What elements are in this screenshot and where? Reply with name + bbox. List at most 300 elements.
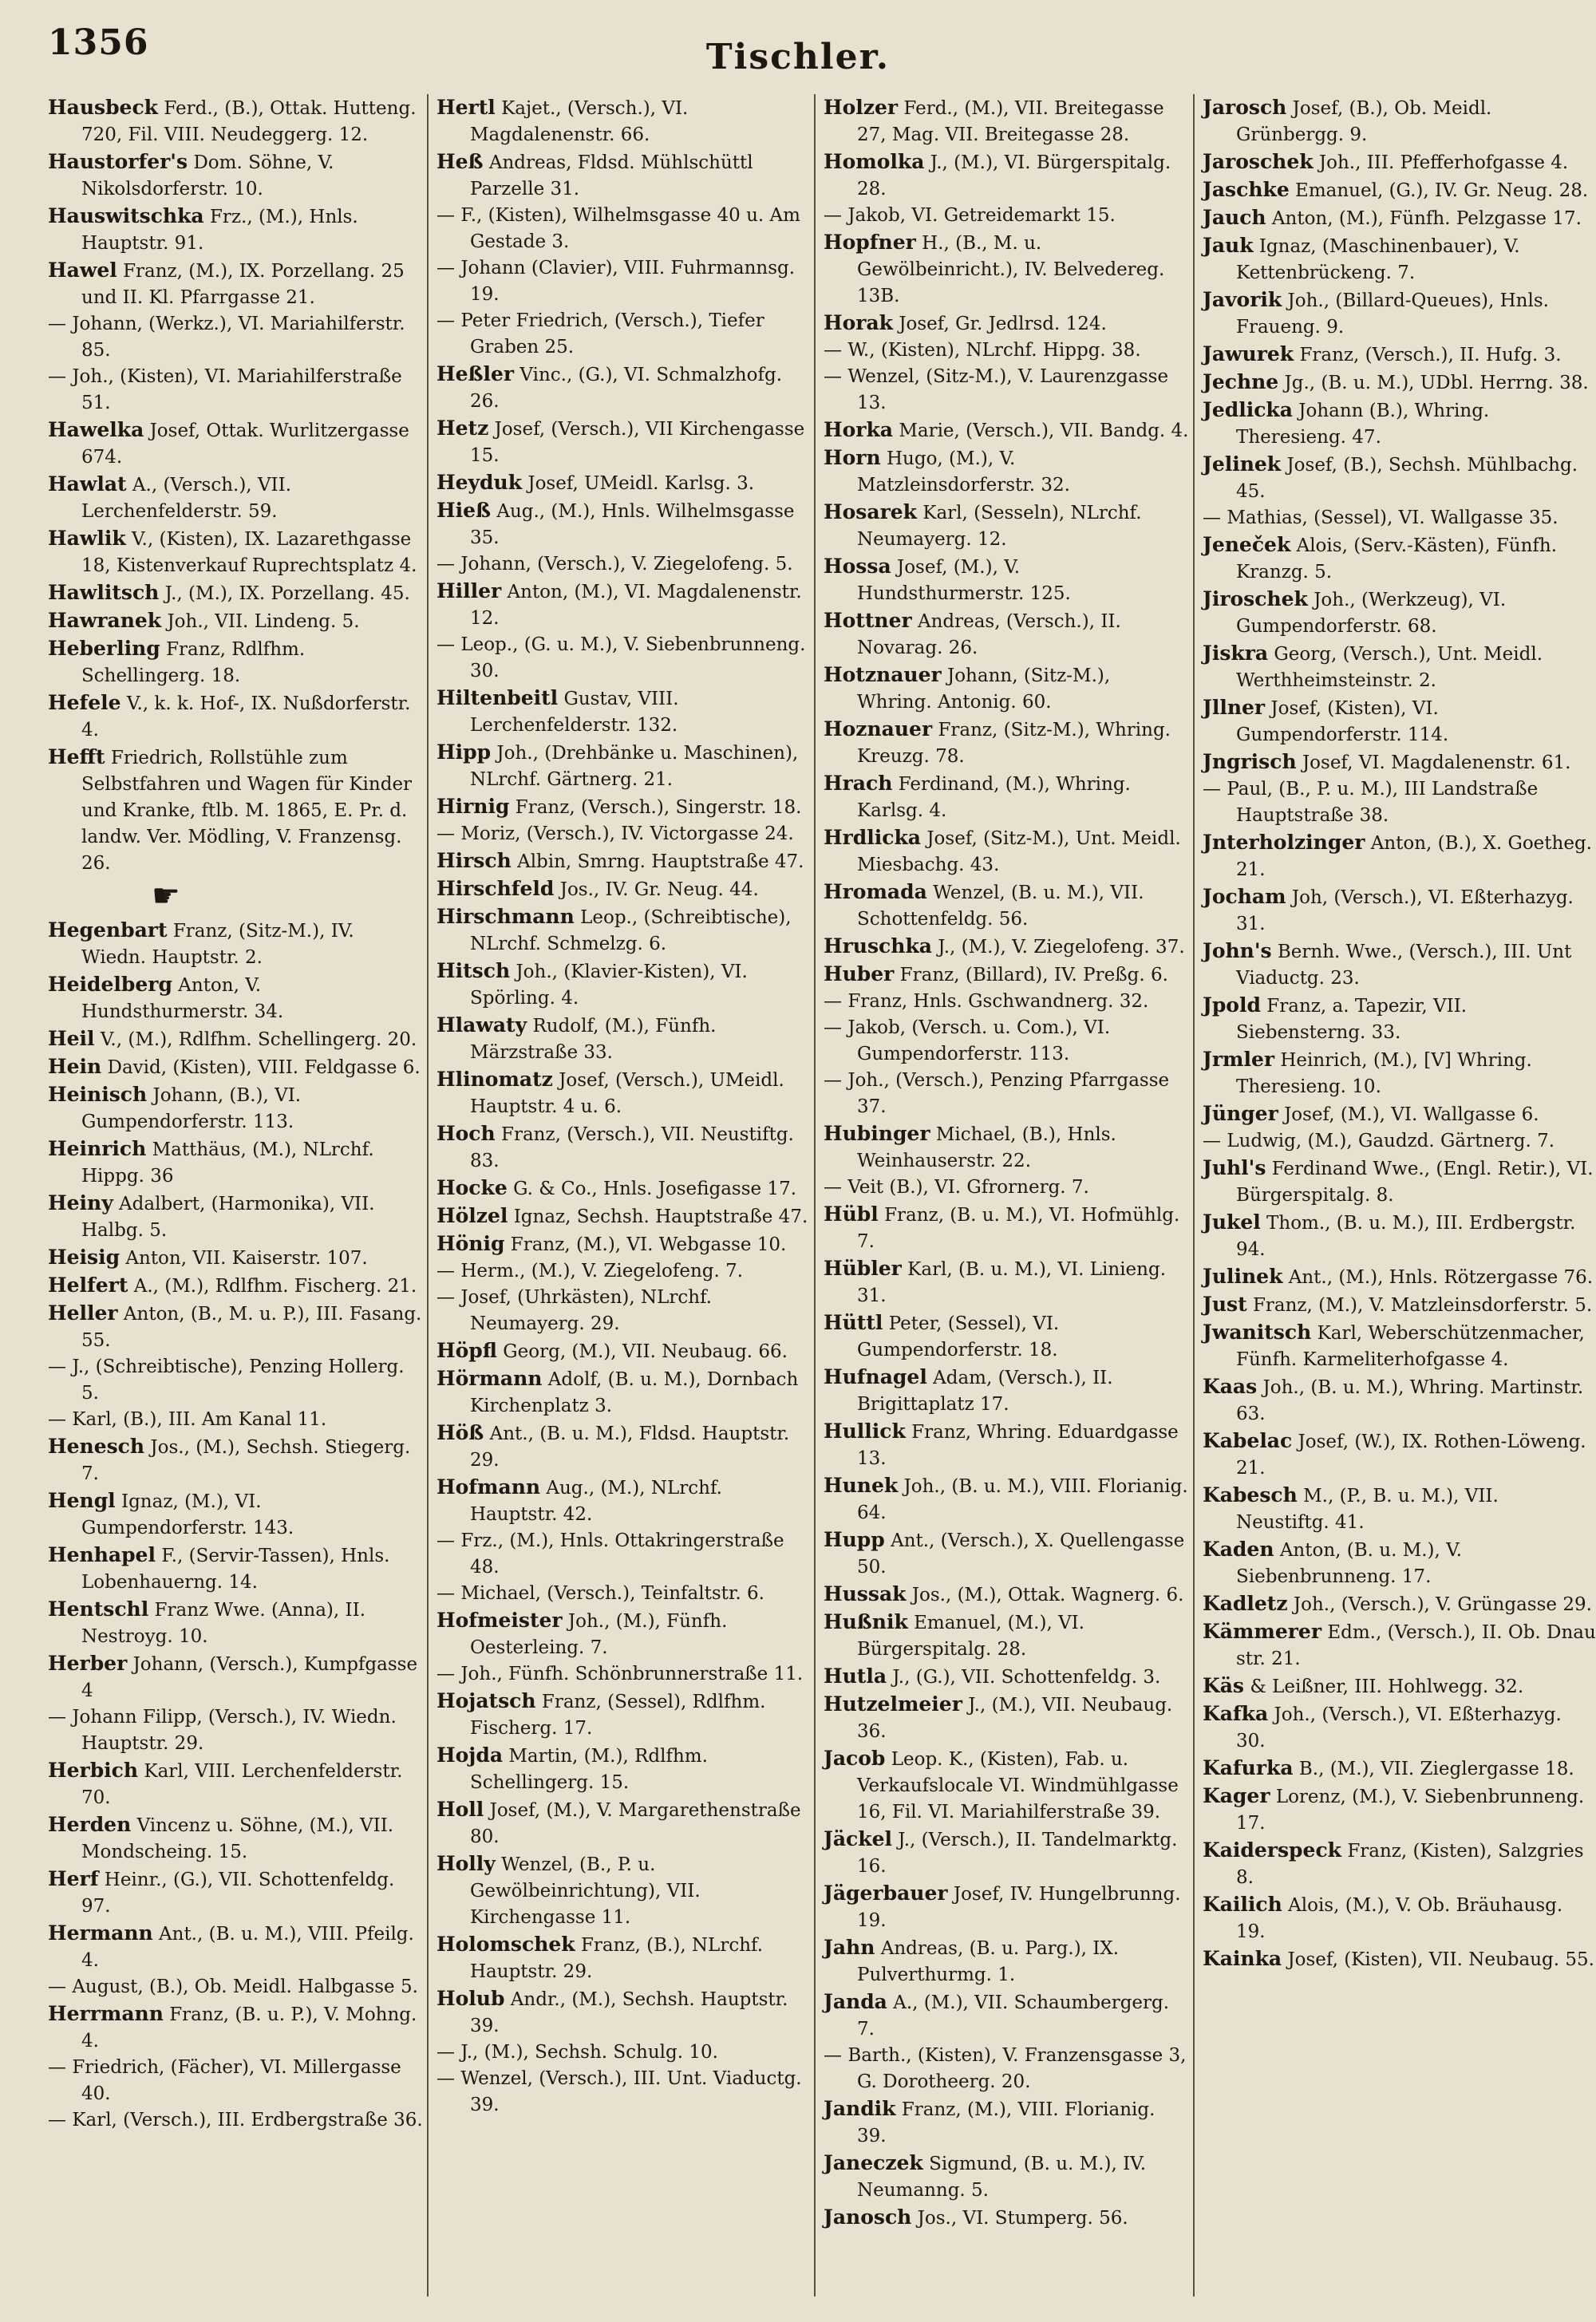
entry-details: G. & Co., Hnls. Josefigasse 17. — [513, 1179, 797, 1199]
directory-entry — [1203, 1428, 1596, 1482]
entry-name: Hottner — [824, 609, 912, 632]
directory-entry — [437, 1202, 810, 1230]
entry-details: Josef, (M.), VI. Wallgasse 6. — [1284, 1104, 1539, 1125]
directory-entry — [437, 685, 810, 739]
entry-details: Joh., (Versch.), Penzing Pfarrgasse 37. — [847, 1070, 1170, 1117]
entry-name: Hirsch — [437, 849, 512, 872]
directory-entry — [437, 958, 810, 1012]
page-number: 1356 — [48, 22, 149, 63]
directory-entry — [824, 1309, 1189, 1364]
directory-entry — [1203, 1590, 1596, 1618]
entry-details: Franz, (Versch.), II. Hufg. 3. — [1299, 345, 1562, 365]
entry-name: Janda — [824, 1990, 887, 2013]
directory-entry — [437, 1285, 810, 1337]
entry-name: Hörmann — [437, 1367, 543, 1390]
entry-name: Horn — [824, 446, 881, 469]
directory-entry — [437, 1230, 810, 1258]
entry-name: Jahn — [824, 1936, 875, 1959]
entry-name: Jandik — [824, 2097, 896, 2120]
entry-details: Ludwig, (M.), Gaudzd. Gärtnerg. 7. — [1227, 1131, 1555, 1151]
entry-details: A., (M.), VII. Schaumbergerg. 7. — [857, 1992, 1170, 2040]
entry-name: Jpold — [1203, 993, 1261, 1017]
directory-entry — [48, 635, 423, 689]
entry-name: Kadletz — [1203, 1592, 1288, 1615]
directory-entry — [824, 499, 1189, 553]
entry-details: Georg, (M.), VII. Neubaug. 66. — [503, 1341, 788, 1362]
directory-entry — [824, 2043, 1189, 2095]
directory-entry — [824, 417, 1189, 444]
entry-details: Sigmund, (B. u. M.), IV. Neumanng. 5. — [857, 2154, 1147, 2201]
directory-entry — [1203, 938, 1596, 992]
entry-details: Jos., VI. Stumperg. 56. — [917, 2208, 1128, 2229]
directory-entry — [437, 821, 810, 847]
entry-name: Jauch — [1203, 206, 1266, 229]
entry-details: F., (Kisten), Wilhelmsgasse 40 u. Am Gestade 3. — [460, 205, 800, 252]
directory-entry — [48, 148, 423, 203]
entry-name: — — [1203, 1131, 1221, 1151]
entry-details: Josef, (Uhrkästen), NLrchf. Neumayerg. 29. — [460, 1287, 713, 1334]
entry-name: Hein — [48, 1055, 102, 1078]
directory-entry — [824, 1120, 1189, 1175]
entry-details: Franz, (Sessel), Rdlfhm. Fischerg. 17. — [470, 1692, 766, 1739]
directory-entry — [48, 1596, 423, 1650]
entry-name: — — [437, 2042, 455, 2063]
entry-details: Anton, (M.), Fünfh. Pelzgasse 17. — [1271, 208, 1582, 229]
directory-entry — [48, 1407, 423, 1433]
directory-entry — [48, 1354, 423, 1407]
directory-entry — [824, 229, 1189, 310]
directory-entry — [48, 607, 423, 635]
entry-name: Hefele — [48, 691, 121, 714]
directory-entry — [824, 961, 1189, 989]
directory-entry — [48, 525, 423, 579]
directory-entry — [1203, 640, 1596, 694]
directory-entry — [48, 2000, 423, 2055]
directory-entry — [437, 1742, 810, 1796]
directory-entry — [437, 1012, 810, 1066]
directory-entry — [437, 1607, 810, 1661]
directory-entry — [437, 1850, 810, 1931]
directory-entry — [437, 739, 810, 793]
directory-entry — [48, 1757, 423, 1811]
entry-name: Juhl's — [1203, 1156, 1266, 1179]
page-title: Tischler. — [705, 37, 891, 77]
entry-name: Haustorfer's — [48, 150, 188, 173]
directory-entry — [1203, 1618, 1596, 1672]
entry-name: — — [824, 340, 842, 361]
entry-name: — — [437, 205, 455, 226]
entry-name: Huber — [824, 962, 895, 985]
directory-entry — [437, 875, 810, 903]
entry-details: J., (M.), V. Ziegelofeng. 37. — [938, 937, 1185, 958]
entry-details: M., (P., B. u. M.), VII. Neustiftg. 41. — [1236, 1486, 1499, 1533]
entry-name: Jnterholzinger — [1203, 831, 1365, 854]
entry-name: Jauk — [1203, 234, 1254, 257]
entry-details: Josef, Ottak. Wurlitzergasse 674. — [81, 421, 409, 468]
entry-details: Johann, (Werkz.), VI. Mariahilferstr. 85. — [72, 314, 405, 361]
entry-details: Joh., III. Pfefferhofgasse 4. — [1318, 152, 1569, 173]
entry-details: J., (M.), IX. Porzellang. 45. — [164, 583, 410, 604]
directory-entry — [48, 1974, 423, 2000]
directory-entry — [824, 553, 1189, 607]
directory-entry — [824, 1255, 1189, 1309]
directory-entry — [437, 1066, 810, 1120]
entry-details: Ignaz, (Maschinenbauer), V. Kettenbrückeng. 7. — [1236, 236, 1520, 283]
entry-name: Hawel — [48, 259, 117, 282]
entry-name: — — [437, 823, 455, 844]
entry-name: Kafka — [1203, 1702, 1269, 1725]
entry-name: Hawlik — [48, 527, 126, 550]
directory-entry — [437, 361, 810, 415]
entry-details: Joh., (Kisten), VI. Mariahilferstraße 51. — [72, 366, 402, 413]
directory-entry — [437, 308, 810, 361]
entry-details: Joh., (B. u. M.), VIII. Florianig. 64. — [857, 1476, 1188, 1523]
entry-name: Hocke — [437, 1176, 508, 1199]
entry-details: Josef, (Versch.), UMeidl. Hauptstr. 4 u. 6. — [470, 1070, 784, 1117]
entry-name: Hönig — [437, 1232, 505, 1255]
directory-entry — [48, 417, 423, 471]
entry-name: Hossa — [824, 555, 891, 578]
entry-details: Anton, V. Hundsthurmerstr. 34. — [81, 975, 284, 1022]
directory-entry — [824, 1068, 1189, 1120]
column-2 — [427, 94, 810, 2296]
entry-name: Horka — [824, 418, 893, 441]
entry-details: Johann, (Versch.), Kumpfgasse 4 — [81, 1654, 418, 1701]
entry-details: Ant., (B. u. M.), Fldsd. Hauptstr. 29. — [470, 1424, 790, 1471]
directory-entry — [824, 716, 1189, 770]
entry-name: Hosarek — [824, 500, 917, 523]
entry-name: Hlinomatz — [437, 1068, 553, 1091]
entry-name: Hopfner — [824, 231, 916, 254]
entry-name: Käs — [1203, 1674, 1245, 1697]
entry-name: Jawurek — [1203, 342, 1294, 365]
entry-details: Franz, Rdlfhm. Schellingerg. 18. — [81, 639, 306, 686]
entry-name: Jechne — [1203, 370, 1279, 393]
directory-entry — [1203, 531, 1596, 586]
entry-name: Hullick — [824, 1420, 906, 1443]
directory-entry — [824, 94, 1189, 148]
entry-name: Kabesch — [1203, 1483, 1298, 1507]
directory-entry — [48, 311, 423, 364]
entry-name: Holly — [437, 1852, 496, 1875]
entry-details: J., (Schreibtische), Penzing Hollerg. 5. — [72, 1356, 405, 1404]
directory-entry — [1203, 397, 1596, 451]
entry-details: Josef, Gr. Jedlrsd. 124. — [899, 314, 1107, 334]
directory-entry — [1203, 1263, 1596, 1291]
directory-entry — [48, 1135, 423, 1190]
directory-entry — [48, 1272, 423, 1300]
entry-name: Hrach — [824, 772, 893, 795]
entry-name: Janeczek — [824, 2151, 923, 2174]
directory-entry — [48, 1025, 423, 1053]
entry-details: Vincenz u. Söhne, (M.), VII. Mondscheing. 15. — [81, 1815, 394, 1862]
entry-name: Kaiderspeck — [1203, 1838, 1341, 1862]
directory-entry — [437, 1474, 810, 1528]
directory-entry — [437, 148, 810, 203]
directory-entry — [437, 1528, 810, 1581]
directory-entry — [824, 1663, 1189, 1691]
entry-details: Johann, (B.), VI. Gumpendorferstr. 113. — [81, 1085, 302, 1132]
entry-details: Adolf, (B. u. M.), Dornbach Kirchenplatz 3. — [470, 1369, 799, 1416]
entry-name: Henhapel — [48, 1543, 156, 1566]
entry-details: Franz, (M.), IX. Porzellang. 25 und II. Kl. Pfarrgasse 21. — [81, 261, 405, 308]
directory-entry — [824, 989, 1189, 1015]
entry-details: F., (Servir-Tassen), Hnls. Lobenhauerng. 14. — [81, 1546, 390, 1593]
entry-details: Joh., (B. u. M.), Whring. Martinstr. 63. — [1236, 1377, 1584, 1424]
entry-name: Hüttl — [824, 1311, 883, 1334]
entry-name: — — [437, 1287, 455, 1308]
entry-details: Karl, (Sesseln), NLrchf. Neumayerg. 12. — [857, 503, 1142, 550]
entry-name: Kaden — [1203, 1538, 1274, 1561]
directory-entry — [48, 1053, 423, 1081]
directory-entry — [437, 469, 810, 497]
entry-name: Homolka — [824, 150, 925, 173]
entry-details: Franz, (Sitz-M.), IV. Wiedn. Hauptstr. 2. — [81, 921, 354, 968]
entry-details: Karl, Weberschützenmacher, Fünfh. Karmeliterhofgasse 4. — [1236, 1323, 1585, 1370]
entry-details: Frz., (M.), Hnls. Ottakringerstraße 48. — [460, 1530, 784, 1578]
entry-name: Hetz — [437, 417, 489, 440]
entry-details: Joh., (Klavier-Kisten), VI. Spörling. 4. — [470, 962, 748, 1009]
entry-details: Joh., (Billard-Queues), Hnls. Fraueng. 9. — [1236, 290, 1549, 338]
directory-entry — [824, 1175, 1189, 1201]
entry-name: Holomschek — [437, 1933, 575, 1956]
directory-entry — [824, 879, 1189, 933]
entry-details: Moriz, (Versch.), IV. Victorgasse 24. — [460, 823, 794, 844]
entry-name: — — [437, 554, 455, 575]
entry-name: Hofmeister — [437, 1609, 563, 1632]
directory-entry — [48, 917, 423, 971]
entry-name: — — [437, 2068, 455, 2089]
entry-details: Joh., Fünfh. Schönbrunnerstraße 11. — [460, 1664, 804, 1684]
entry-name: — — [437, 310, 455, 331]
entry-details: Matthäus, (M.), NLrchf. Hippg. 36 — [81, 1139, 374, 1187]
entry-details: Heinrich, (M.), [V] Whring. Theresieng. 10. — [1236, 1050, 1532, 1097]
entry-name: Höpfl — [437, 1339, 497, 1362]
directory-entry — [1203, 232, 1596, 286]
entry-details: H., (B., M. u. Gewölbeinricht.), IV. Belvedereg. 13B. — [857, 233, 1165, 306]
directory-entry — [824, 310, 1189, 338]
directory-entry — [824, 203, 1189, 229]
entry-details: August, (B.), Ob. Meidl. Halbgasse 5. — [72, 1976, 418, 1997]
entry-details: Franz, (Kisten), Salzgries 8. — [1236, 1841, 1584, 1888]
directory-entry — [437, 203, 810, 255]
entry-name: Hofmann — [437, 1475, 541, 1499]
entry-name: Jägerbauer — [824, 1882, 948, 1905]
entry-name: Jedlicka — [1203, 398, 1293, 421]
entry-name: Höß — [437, 1421, 484, 1444]
entry-name: Hegenbart — [48, 918, 168, 942]
entry-details: Barth., (Kisten), V. Franzensgasse 3, G. Dorotheerg. 20. — [847, 2045, 1187, 2092]
directory-entry — [437, 1796, 810, 1850]
entry-details: B., (M.), VII. Zieglergasse 18. — [1298, 1759, 1574, 1779]
entry-name: Kager — [1203, 1784, 1270, 1807]
entry-name: Hutla — [824, 1664, 887, 1688]
directory-entry — [824, 1472, 1189, 1526]
entry-details: Joh., (Versch.), V. Grüngasse 29. — [1293, 1594, 1592, 1615]
entry-name: — — [824, 1177, 842, 1198]
entry-details: J., (M.), VII. Neubaug. 36. — [857, 1695, 1173, 1742]
directory-entry — [824, 338, 1189, 364]
entry-details: Josef, (B.), Ob. Meidl. Grünbergg. 9. — [1236, 98, 1492, 145]
entry-details: Jakob, VI. Getreidemarkt 15. — [847, 205, 1116, 226]
entry-name: Herden — [48, 1813, 132, 1836]
directory-entry — [437, 1661, 810, 1688]
entry-name: — — [824, 1017, 842, 1038]
entry-details: Josef, UMeidl. Karlsg. 3. — [527, 473, 755, 494]
entry-details: Marie, (Versch.), VII. Bandg. 4. — [899, 421, 1189, 441]
entry-name: — — [824, 205, 842, 226]
directory-entry — [437, 94, 810, 148]
entry-name: Hutzelmeier — [824, 1692, 962, 1716]
entry-details: Jos., (M.), Sechsh. Stiegerg. 7. — [81, 1437, 411, 1484]
entry-name: Hruschka — [824, 934, 932, 958]
directory-entry — [48, 744, 423, 877]
entry-name: Heil — [48, 1027, 95, 1050]
entry-name: Helfert — [48, 1274, 128, 1297]
entry-details: Adalbert, (Harmonika), VII. Halbg. 5. — [81, 1194, 375, 1241]
entry-name: Julinek — [1203, 1265, 1283, 1288]
entry-name: — — [48, 1707, 66, 1728]
entry-name: Hunek — [824, 1474, 899, 1497]
directory-entry — [1203, 1128, 1596, 1155]
entry-name: Heßler — [437, 362, 515, 385]
entry-name: Holzer — [824, 96, 899, 119]
entry-name: Hirnig — [437, 795, 510, 818]
entry-details: Anton, (B. u. M.), V. Siebenbrunneng. 17. — [1236, 1540, 1463, 1587]
entry-name: Hauswitschka — [48, 204, 204, 227]
entry-details: J., (M.), VI. Bürgerspitalg. 28. — [857, 152, 1171, 199]
directory-entry — [1203, 341, 1596, 369]
entry-details: Joh., (Versch.), VI. Eßterhazyg. 30. — [1236, 1704, 1562, 1751]
entry-details: Franz, (Versch.), Singerstr. 18. — [515, 797, 802, 818]
directory-entry — [1203, 94, 1596, 148]
directory-entry — [1203, 776, 1596, 829]
entry-name: Kämmerer — [1203, 1620, 1321, 1643]
directory-entry — [824, 1364, 1189, 1418]
entry-name: Just — [1203, 1293, 1247, 1316]
entry-name: Heinisch — [48, 1083, 148, 1106]
directory-entry — [824, 770, 1189, 824]
entry-details: Ant., (Versch.), X. Quellengasse 50. — [857, 1530, 1185, 1578]
entry-name: Herrmann — [48, 2002, 164, 2025]
entry-details: Peter Friedrich, (Versch.), Tiefer Graben 25. — [460, 310, 764, 357]
directory-entry — [824, 1418, 1189, 1472]
entry-name: Jelinek — [1203, 452, 1282, 476]
entry-name: — — [437, 258, 455, 278]
entry-details: Karl, (B.), III. Am Kanal 11. — [72, 1409, 327, 1430]
directory-entry — [1203, 204, 1596, 232]
entry-name: Hussak — [824, 1582, 907, 1605]
entry-name: Hojda — [437, 1743, 504, 1767]
entry-details: Emanuel, (G.), IV. Gr. Neug. 28. — [1295, 180, 1589, 201]
entry-details: Wenzel, (B., P. u. Gewölbeinrichtung), VII. Kirchengasse 11. — [470, 1854, 701, 1928]
entry-details: Andreas, (B. u. Parg.), IX. Pulverthurmg. 1. — [857, 1938, 1120, 1985]
directory-entry — [1203, 748, 1596, 776]
entry-name: Heberling — [48, 637, 160, 660]
entry-details: Veit (B.), VI. Gfrornerg. 7. — [847, 1177, 1089, 1198]
directory-entry — [824, 1691, 1189, 1745]
entry-details: Frz., (M.), Hnls. Hauptstr. 91. — [81, 207, 358, 254]
directory-columns — [48, 94, 1596, 2296]
entry-name: Horak — [824, 311, 893, 334]
entry-name: Hawlat — [48, 472, 127, 496]
entry-name: Jocham — [1203, 885, 1286, 908]
directory-entry — [48, 364, 423, 417]
entry-details: Michael, (Versch.), Teinfaltstr. 6. — [460, 1583, 764, 1604]
entry-details: Ferdinand Wwe., (Engl. Retir.), VI. Bürgerspitalg. 8. — [1236, 1159, 1594, 1206]
directory-entry — [48, 257, 423, 311]
entry-details: Johann, (Versch.), V. Ziegelofeng. 5. — [460, 554, 793, 575]
entry-details: Johann, (Sitz-M.), Whring. Antonig. 60. — [857, 665, 1111, 713]
directory-entry — [1203, 1700, 1596, 1755]
directory-entry — [437, 1985, 810, 2040]
entry-details: Paul, (B., P. u. M.), III Landstraße Hauptstraße 38. — [1227, 779, 1539, 826]
directory-entry — [1203, 1891, 1596, 1945]
directory-entry — [824, 1745, 1189, 1826]
entry-name: — — [48, 1356, 66, 1377]
entry-name: Hoznauer — [824, 717, 933, 740]
entry-name: — — [437, 1583, 455, 1604]
directory-entry — [48, 1244, 423, 1272]
entry-name: Hiltenbeitl — [437, 686, 559, 709]
entry-details: Josef, (M.), V. Margarethenstraße 80. — [470, 1800, 801, 1847]
entry-details: & Leißner, III. Hohlwegg. 32. — [1250, 1676, 1524, 1697]
entry-details: Johann (Clavier), VIII. Fuhrmannsg. 19. — [460, 258, 796, 305]
entry-name: — — [437, 1261, 455, 1281]
entry-name: Hupp — [824, 1528, 885, 1551]
entry-details: Franz, (B.), NLrchf. Hauptstr. 29. — [470, 1935, 764, 1982]
entry-name: Kafurka — [1203, 1756, 1294, 1779]
entry-name: Hengl — [48, 1489, 116, 1512]
entry-details: Hugo, (M.), V. Matzleinsdorferstr. 32. — [857, 448, 1070, 496]
directory-entry — [48, 2055, 423, 2107]
entry-details: Ferd., (B.), Ottak. Hutteng. 720, Fil. VIII. Neudeggerg. 12. — [81, 98, 417, 145]
directory-entry — [1203, 176, 1596, 204]
directory-entry — [824, 1526, 1189, 1581]
entry-details: Franz, (B. u. M.), VI. Hofmühlg. 7. — [857, 1205, 1180, 1252]
directory-entry — [1203, 451, 1596, 505]
entry-details: Anton, (M.), VI. Magdalenenstr. 12. — [470, 582, 802, 629]
entry-details: Jakob, (Versch. u. Com.), VI. Gumpendorferstr. 113. — [847, 1017, 1111, 1064]
entry-details: Ignaz, (M.), VI. Gumpendorferstr. 143. — [81, 1491, 294, 1538]
entry-name: Hitsch — [437, 959, 511, 982]
entry-name: Kainka — [1203, 1947, 1282, 1970]
directory-entry — [437, 1258, 810, 1285]
entry-details: Anton, (B., M. u. P.), III. Fasang. 55. — [81, 1304, 422, 1351]
entry-details: Thom., (B. u. M.), III. Erdbergstr. 94. — [1236, 1213, 1576, 1260]
entry-details: Jg., (B. u. M.), UDbl. Herrng. 38. — [1284, 373, 1589, 393]
entry-details: Joh., VII. Lindeng. 5. — [167, 611, 360, 632]
directory-entry — [437, 1420, 810, 1474]
entry-details: Franz, (M.), V. Matzleinsdorferstr. 5. — [1252, 1295, 1593, 1316]
directory-entry — [824, 2150, 1189, 2204]
directory-entry — [437, 1581, 810, 1607]
column-4 — [1193, 94, 1596, 2296]
directory-entry — [48, 2107, 423, 2134]
directory-entry — [48, 689, 423, 744]
entry-name: Hawlitsch — [48, 581, 160, 604]
entry-details: Friedrich, (Fächer), VI. Millergasse 40. — [72, 2057, 401, 2104]
directory-entry — [824, 1201, 1189, 1255]
directory-entry — [48, 1542, 423, 1596]
entry-name: — — [1203, 779, 1221, 800]
entry-details: J., (Versch.), II. Tandelmarktg. 16. — [857, 1830, 1178, 1877]
directory-entry — [437, 2040, 810, 2066]
directory-entry — [1203, 1291, 1596, 1319]
entry-name: — — [437, 1530, 455, 1551]
entry-name: Kabelac — [1203, 1429, 1293, 1452]
directory-entry — [48, 1487, 423, 1542]
